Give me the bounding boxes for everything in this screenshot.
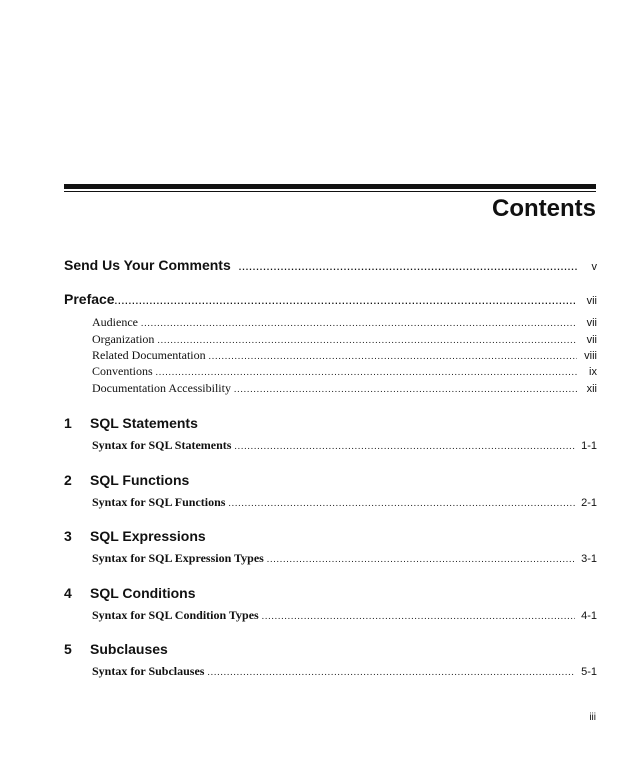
toc-entry-related-documentation[interactable]: [92, 348, 597, 363]
chapter-number: 3: [64, 528, 72, 544]
toc-page-number: vii: [586, 295, 597, 307]
toc-entry-label: Syntax for SQL Statements: [92, 438, 232, 452]
toc-entry-label: Syntax for Subclauses: [92, 664, 205, 678]
toc-entry-label: Conventions: [92, 364, 153, 378]
dot-leader: [262, 611, 575, 621]
dot-leader: [228, 498, 575, 508]
chapter-title: SQL Conditions: [90, 585, 196, 601]
toc-entry-label: Audience: [92, 315, 138, 329]
toc-entry-preface[interactable]: [64, 291, 597, 307]
toc-entry-syntax-sql-functions[interactable]: [92, 495, 597, 510]
chapter-title: SQL Functions: [90, 472, 190, 488]
title-rule-thick: [64, 184, 596, 189]
toc-entry-conventions[interactable]: [92, 364, 597, 379]
chapter-heading-5[interactable]: [64, 641, 168, 657]
toc-entry-label: Documentation Accessibility: [92, 381, 231, 395]
toc-entry-label: Send Us Your Comments: [64, 257, 231, 273]
toc-entry-label: Syntax for SQL Condition Types: [92, 608, 259, 622]
chapter-heading-1[interactable]: [64, 415, 198, 431]
chapter-number: 1: [64, 415, 72, 431]
toc-entry-documentation-accessibility[interactable]: [92, 381, 597, 396]
toc-page-number: 2-1: [581, 497, 597, 509]
chapter-title: SQL Expressions: [90, 528, 206, 544]
title-rule-thin: [64, 191, 596, 192]
toc-entry-send-comments[interactable]: [64, 257, 597, 273]
dot-leader: [234, 441, 575, 451]
chapter-heading-2[interactable]: [64, 472, 189, 488]
page-title: Contents: [492, 195, 596, 222]
toc-entry-syntax-sql-statements[interactable]: [92, 438, 597, 453]
toc-entry-syntax-sql-condition-types[interactable]: [92, 608, 597, 623]
dot-leader: [239, 262, 577, 272]
toc-page-number: ix: [589, 366, 597, 378]
toc-entry-label: Related Documentation: [92, 348, 206, 362]
dot-leader: [267, 554, 575, 564]
toc-entry-syntax-sql-expression-types[interactable]: [92, 551, 597, 566]
chapter-title: Subclauses: [90, 641, 168, 657]
chapter-number: 5: [64, 641, 72, 657]
chapter-number: 4: [64, 585, 72, 601]
toc-entry-label: Preface: [64, 291, 115, 307]
dot-leader: [115, 296, 577, 306]
toc-entry-label: Syntax for SQL Functions: [92, 495, 226, 509]
dot-leader: [156, 367, 577, 377]
dot-leader: [157, 335, 577, 345]
chapter-heading-3[interactable]: [64, 528, 206, 544]
toc-page-number: xii: [586, 383, 597, 395]
toc-entry-organization[interactable]: [92, 332, 597, 347]
dot-leader: [234, 384, 577, 394]
toc-page-number: 5-1: [581, 666, 597, 678]
toc-page-number: v: [591, 261, 597, 273]
toc-page-number: 1-1: [581, 440, 597, 452]
toc-entry-label: Syntax for SQL Expression Types: [92, 551, 264, 565]
dot-leader: [207, 667, 575, 677]
toc-page-number: vii: [586, 317, 597, 329]
toc-page-number: 4-1: [581, 610, 597, 622]
toc-page-number: 3-1: [581, 553, 597, 565]
chapter-title: SQL Statements: [90, 415, 198, 431]
toc-page-number: vii: [586, 334, 597, 346]
dot-leader: [141, 318, 577, 328]
toc-entry-audience[interactable]: [92, 315, 597, 330]
toc-page-number: viii: [584, 350, 597, 362]
footer-page-number: iii: [589, 712, 596, 723]
dot-leader: [209, 351, 577, 361]
chapter-number: 2: [64, 472, 72, 488]
toc-entry-label: Organization: [92, 332, 155, 346]
chapter-heading-4[interactable]: [64, 585, 196, 601]
toc-entry-syntax-subclauses[interactable]: [92, 664, 597, 679]
